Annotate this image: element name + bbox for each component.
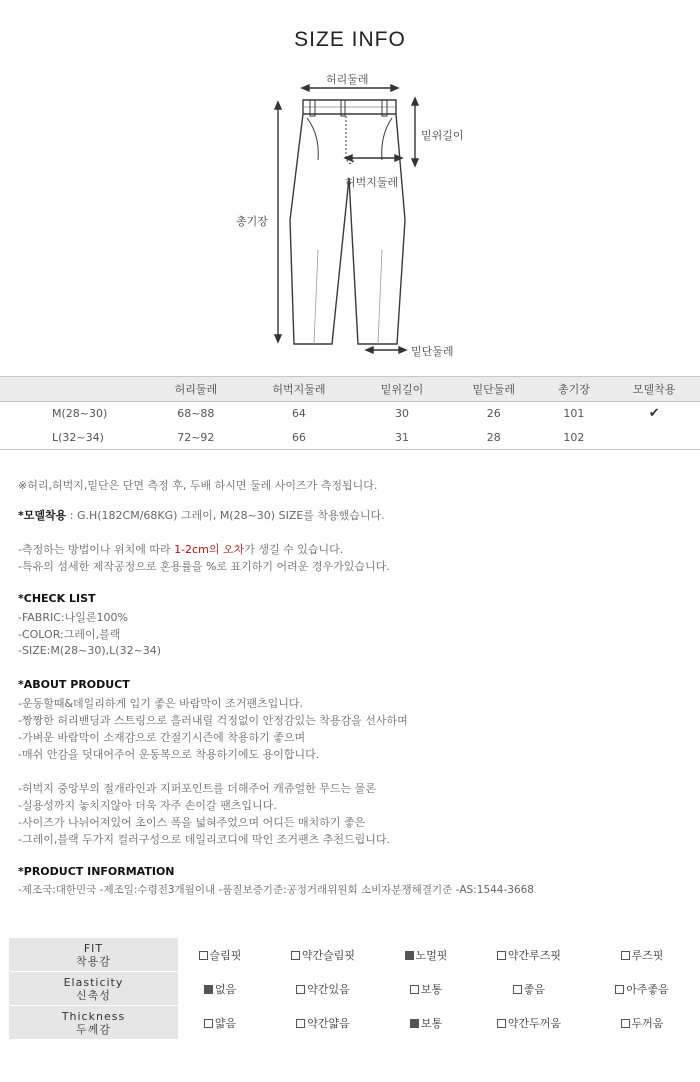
checkbox-icon xyxy=(296,985,305,994)
option-label: 보통 xyxy=(420,982,443,996)
fit-option xyxy=(590,938,693,972)
error-note-text: -측정하는 방법이나 위치에 따라 xyxy=(18,543,175,556)
checkbox-icon xyxy=(497,1019,506,1028)
about-item: -매쉬 안감을 덧대어주어 운동복으로 착용하기에도 용이합니다. xyxy=(18,748,320,761)
checkbox-icon xyxy=(513,985,522,994)
size-cell: L(32~34) xyxy=(0,426,150,450)
elasticity-option xyxy=(590,972,693,1006)
fit-option xyxy=(261,938,384,972)
option-label: 약간있음 xyxy=(307,982,350,996)
checked-box-icon xyxy=(405,951,414,960)
model-note xyxy=(18,507,385,523)
elasticity-option xyxy=(384,972,467,1006)
checkbox-icon xyxy=(204,1019,213,1028)
thickness-header-en: Thickness xyxy=(61,1009,126,1023)
checkbox-icon xyxy=(615,985,624,994)
checked-box-icon xyxy=(204,985,213,994)
header-rise: 밑위길이 xyxy=(356,377,448,402)
checked-box-icon xyxy=(410,1019,419,1028)
about-title: *ABOUT PRODUCT xyxy=(18,678,130,691)
checkbox-icon xyxy=(621,951,630,960)
thigh-cell: 64 xyxy=(291,407,306,421)
fit-option xyxy=(384,938,467,972)
rise-cell: 30 xyxy=(395,407,410,421)
model-check-icon: ✔ xyxy=(648,406,660,422)
option-label: 보통 xyxy=(420,1016,443,1030)
thickness-row xyxy=(9,1006,694,1040)
thickness-option xyxy=(179,1006,262,1040)
header-waist: 허리둘레 xyxy=(150,377,242,402)
about-item: -가벼운 바람막이 소재감으로 간절기시즌에 착용하기 좋으며 xyxy=(18,731,306,744)
option-label: 노멀핏 xyxy=(415,948,448,962)
model-note-label: *모델착용 xyxy=(18,509,67,522)
header-model: 모델착용 xyxy=(608,377,700,402)
rise-cell: 31 xyxy=(356,426,448,450)
option-label: 약간루즈핏 xyxy=(507,948,561,962)
checkbox-icon xyxy=(291,951,300,960)
thickness-row-header xyxy=(9,1006,179,1040)
header-thigh: 허벅지둘레 xyxy=(242,377,357,402)
measure-note: ※허리,허벅지,밑단은 단면 측정 후, 두배 하시면 둘레 사이즈가 측정됩니다. xyxy=(18,479,378,492)
table-row xyxy=(0,426,700,450)
about-item: -사이즈가 나뉘어져있어 초이스 폭을 넓혀주었으며 어디든 매치하기 좋은 xyxy=(18,816,366,829)
checkbox-icon xyxy=(497,951,506,960)
about-item: -허벅지 중앙부의 절개라인과 지퍼포인트를 더해주어 캐쥬얼한 무드는 물론 xyxy=(18,782,376,795)
rise-label: 밑위길이 xyxy=(421,129,464,142)
about-item: -운동할때&데일리하게 입기 좋은 바람막이 조거팬츠입니다. xyxy=(18,697,304,710)
error-note-highlight: 1-2cm의 오차 xyxy=(174,543,245,556)
option-label: 얇음 xyxy=(214,1016,237,1030)
length-cell: 101 xyxy=(563,407,585,421)
hem-cell: 26 xyxy=(486,407,501,421)
option-label: 약간얇음 xyxy=(307,1016,350,1030)
check-list-title: *CHECK LIST xyxy=(18,592,96,605)
elasticity-option xyxy=(261,972,384,1006)
option-label: 두꺼움 xyxy=(631,1016,664,1030)
checkbox-icon xyxy=(296,1019,305,1028)
about-item: -실용성까지 놓치지않아 더욱 자주 손이갈 팬츠입니다. xyxy=(18,799,277,812)
page-title: SIZE INFO xyxy=(294,28,406,51)
waist-cell: 72~92 xyxy=(150,426,242,450)
elasticity-row-header xyxy=(9,972,179,1006)
elasticity-header-ko: 신축성 xyxy=(76,988,111,1002)
model-note-text: : G.H(182CM/68KG) 그레이, M(28~30) SIZE를 착용했습니다. xyxy=(66,509,385,522)
size-table-header xyxy=(0,377,700,402)
fit-header-ko: 착용감 xyxy=(76,954,111,968)
elasticity-option xyxy=(179,972,262,1006)
header-hem: 밑단둘레 xyxy=(448,377,540,402)
thickness-option xyxy=(384,1006,467,1040)
fabric-note: -특유의 섬세한 제작공정으로 혼용률을 %로 표기하기 어려운 경우가있습니다. xyxy=(18,560,390,573)
option-label: 아주좋음 xyxy=(626,982,669,996)
check-item: -FABRIC:나일론100% xyxy=(18,611,128,624)
fit-table xyxy=(8,937,694,1040)
elasticity-option xyxy=(467,972,590,1006)
fit-row xyxy=(9,938,694,972)
waist-cell: 68~88 xyxy=(177,407,215,421)
checkbox-icon xyxy=(199,951,208,960)
length-cell: 102 xyxy=(540,426,609,450)
fit-row-header xyxy=(9,938,179,972)
pants-diagram xyxy=(0,60,700,370)
check-item: -SIZE:M(28~30),L(32~34) xyxy=(18,644,162,657)
thickness-option xyxy=(590,1006,693,1040)
thickness-option xyxy=(467,1006,590,1040)
fit-option xyxy=(179,938,262,972)
pants-illustration xyxy=(0,60,700,370)
thickness-header-ko: 두께감 xyxy=(76,1022,111,1036)
error-note-suffix: 가 생길 수 있습니다. xyxy=(244,543,344,556)
size-table xyxy=(0,376,700,450)
check-item: -COLOR:그레이,블랙 xyxy=(18,628,121,641)
hem-label: 밑단둘레 xyxy=(411,345,454,358)
thigh-cell: 66 xyxy=(242,426,357,450)
checkbox-icon xyxy=(410,985,419,994)
size-cell: M(28~30) xyxy=(52,407,108,421)
table-row xyxy=(0,402,700,426)
header-size xyxy=(0,377,150,402)
model-cell xyxy=(608,426,700,450)
elasticity-row xyxy=(9,972,694,1006)
thickness-option xyxy=(261,1006,384,1040)
about-item: -그레이,블랙 두가지 컬러구성으로 데일리코디에 딱인 조거팬츠 추천드립니다. xyxy=(18,833,390,846)
option-label: 약간슬림핏 xyxy=(301,948,356,962)
option-label: 없음 xyxy=(214,982,237,996)
error-note xyxy=(18,541,343,557)
length-label: 총기장 xyxy=(236,215,268,228)
fit-option xyxy=(467,938,590,972)
header-length: 총기장 xyxy=(540,377,609,402)
elasticity-header-en: Elasticity xyxy=(63,975,124,989)
info-text: -제조국:대한민국 -제조일:수령전3개월이내 -품질보증기준:공정거래위원회 소비자분쟁해결기준 -AS:1544-3668 xyxy=(18,884,534,896)
info-title: *PRODUCT INFORMATION xyxy=(18,865,175,878)
option-label: 좋음 xyxy=(523,982,546,996)
thigh-label: 허벅지둘레 xyxy=(345,176,399,189)
option-label: 약간두꺼움 xyxy=(507,1016,561,1030)
option-label: 슬림핏 xyxy=(209,948,242,962)
option-label: 루즈핏 xyxy=(631,948,664,962)
checkbox-icon xyxy=(621,1019,630,1028)
fit-header-en: FIT xyxy=(83,941,104,955)
about-item: -짱짱한 허리밴딩과 스트링으로 흘러내릴 걱정없이 안정감있는 착용감을 선사하며 xyxy=(18,714,408,727)
waist-label: 허리둘레 xyxy=(326,73,369,86)
hem-cell: 28 xyxy=(448,426,540,450)
